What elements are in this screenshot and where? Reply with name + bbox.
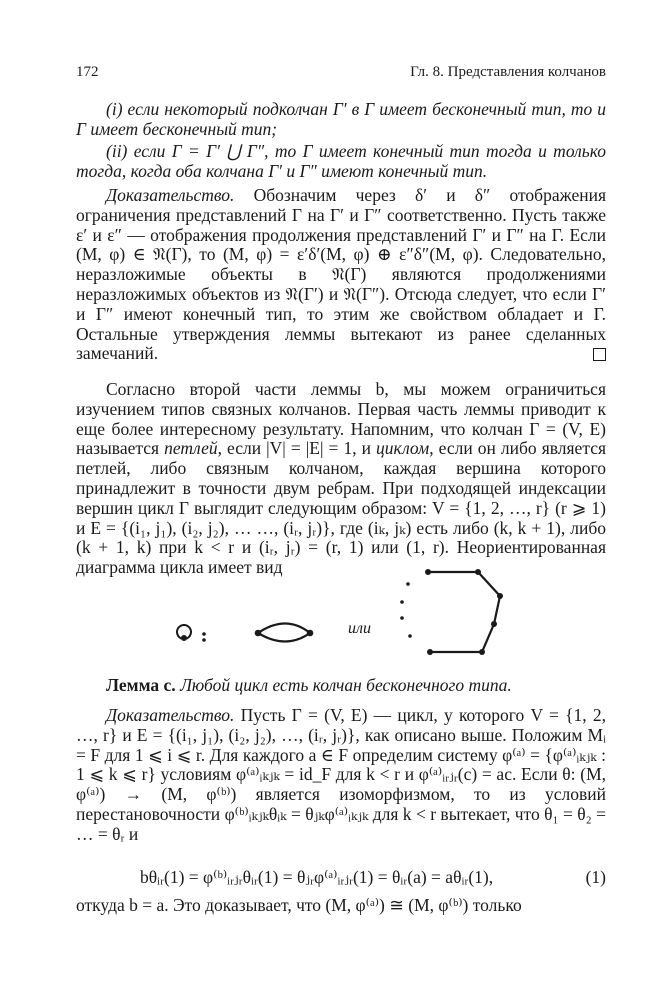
paragraph-cycles: Согласно второй части леммы b, мы можем ограничиться изучением типов связных колчанов. Первая часть леммы приводит к еще более интересному результату. Напомним, что колчан Γ = (V, E) называется петлей, если |V| = |E| = 1, и циклом, если он либо является петлей, либо связным колчаном, каждая вершина которого принадлежит в точности двум ребрам. При подходящей индексации вершин цикл Γ выглядит следующим образом: V = {1, 2, …, r} (r ⩾ 1) и E = {(i₁, j₁), (i₂, j₂), … …, (iᵣ, jᵣ)}, где (iₖ, jₖ) есть либо (k, k + 1), либо (k + 1, k) при k < r и (iᵣ, jᵣ) = (r, 1) или (1, r). Неориентированная диаграмма цикла имеет вид xyxy=(76,379,607,578)
lemma-label: Лемма с. xyxy=(106,675,176,695)
proof-1 xyxy=(76,186,606,364)
cycle-diagrams-svg xyxy=(160,556,520,676)
page-header xyxy=(76,64,606,86)
loop-diagram xyxy=(177,625,206,642)
term-cycle: циклом xyxy=(376,438,430,459)
running-head: Гл. 8. Представления колчанов xyxy=(410,64,606,80)
term-loop: петлей xyxy=(164,438,218,459)
statement-ii: (ii) если Γ = Γ′ ⋃ Γ″, то Γ имеет конечный тип тогда и только тогда, когда оба колчана Γ′ и Γ″ имеют конечный тип. xyxy=(76,141,606,181)
proof-2 xyxy=(76,706,606,845)
equation-number: (1) xyxy=(585,867,606,887)
page-number: 172 xyxy=(76,64,99,80)
proof-2-label: Доказательство. xyxy=(106,705,235,725)
cycle-diagrams xyxy=(160,556,520,676)
qed-square xyxy=(593,348,606,361)
proof-1-label: Доказательство. xyxy=(106,185,235,205)
lemma-text: Любой цикл есть колчан бесконечного типа. xyxy=(180,675,512,695)
proof-2-text: Пусть Γ = (V, E) — цикл, у которого V = {1, 2, …, r} и E = {(i₁, j₁), (i₂, j₂), …, (iᵣ, jᵣ)}, как описано выше. Положим Mᵢ = F для 1 ⩽ i ⩽ r. Для каждого a ∈ F определим систему φ⁽ᵃ⁾ = {φ⁽ᵃ⁾ᵢₖⱼₖ : 1 ⩽ k ⩽ r} условиям φ⁽ᵃ⁾ᵢₖⱼₖ = id_F для k < r и φ⁽ᵃ⁾ᵢᵣⱼᵣ(c) = ac. Если θ: (M, φ⁽ᵃ⁾) → (M, φ⁽ᵇ⁾) является изоморфизмом, то из условий перестановочности φ⁽ᵇ⁾ᵢₖⱼₖθᵢₖ = θⱼₖφ⁽ᵃ⁾ᵢₖⱼₖ для k < r вытекает, что θ₁ = θ₂ = … = θᵣ и xyxy=(76,705,606,844)
lemma-c xyxy=(76,676,606,696)
or-label: или xyxy=(348,620,371,637)
proof-1-text: Обозначим через δ′ и δ″ отображения ограничения представлений Γ на Γ′ и Γ″ соответственно. Пусть также ε′ и ε″ — отображения продолжения представлений Γ′ и Γ″ на Γ. Если (M, φ) ∈ 𝔑(Γ), то (M, φ) = ε′δ′(M, φ) ⊕ ε″δ″(M, φ). Следовательно, неразложимые объекты в 𝔑(Γ) являются продолжениями неразложимых объектов из 𝔑(Γ′) и 𝔑(Γ″). Отсюда следует, что если Γ′ и Γ″ имеют конечный тип, то этим же свойством обладает и Γ. Остальные утверждения леммы вытекают из ранее сделанных замечаний. xyxy=(76,185,606,364)
statement-i: (i) если некоторый подколчан Γ′ в Γ имеет бесконечный тип, то и Γ имеет бесконечный тип; xyxy=(76,99,606,139)
two-vertex-cycle-diagram xyxy=(255,624,314,642)
polygon-cycle-diagram xyxy=(400,569,503,655)
closing-line: откуда b = a. Это доказывает, что (M, φ⁽ᵃ⁾) ≅ (M, φ⁽ᵇ⁾) только xyxy=(76,895,522,915)
equation-body: bθᵢᵣ(1) = φ⁽ᵇ⁾ᵢᵣⱼᵣθᵢᵣ(1) = θⱼᵣφ⁽ᵃ⁾ᵢᵣⱼᵣ(1) = θᵢᵣ(a) = aθᵢᵣ(1), xyxy=(140,867,494,887)
